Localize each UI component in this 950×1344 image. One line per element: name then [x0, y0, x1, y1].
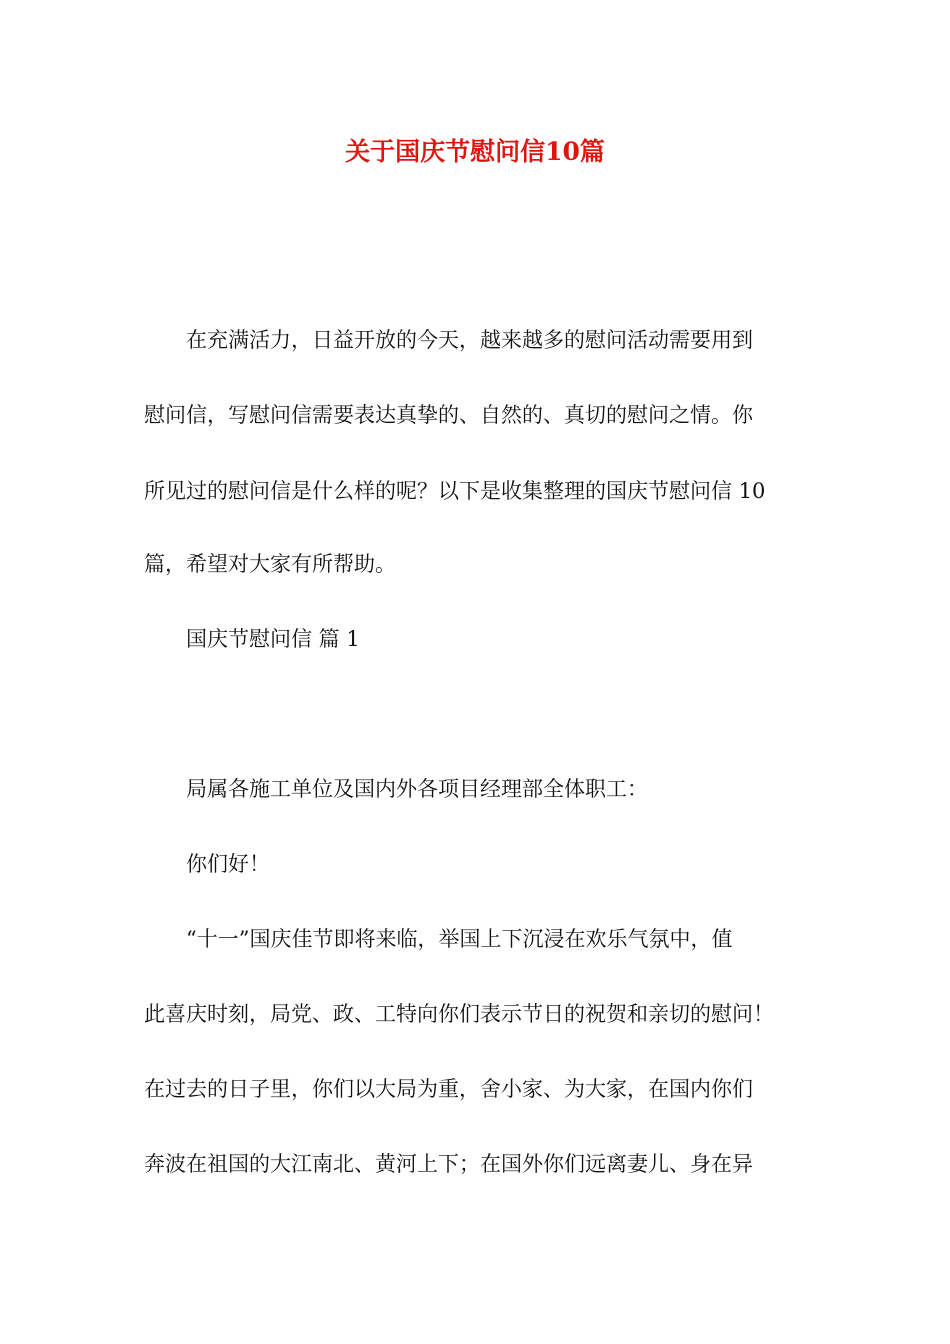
paragraph-line: “十一”国庆佳节即将来临，举国上下沉浸在欢乐气氛中，值: [144, 927, 733, 951]
paragraph-line: 奔波在祖国的大江南北、黄河上下；在国外你们远离妻儿、身在异: [144, 1152, 753, 1176]
paragraph-line: 所见过的慰问信是什么样的呢？以下是收集整理的国庆节慰问信 10: [144, 479, 766, 503]
document-title: 关于国庆节慰问信10篇: [345, 137, 605, 166]
paragraph-line: 在过去的日子里，你们以大局为重，舍小家、为大家，在国内你们: [144, 1077, 753, 1101]
paragraph-line: 此喜庆时刻，局党、政、工特向你们表示节日的祝贺和亲切的慰问！: [144, 1002, 774, 1026]
greeting-line: 你们好！: [144, 852, 270, 876]
paragraph-line: 慰问信，写慰问信需要表达真挚的、自然的、真切的慰问之情。你: [144, 403, 753, 427]
paragraph-line: 篇，希望对大家有所帮助。: [144, 552, 396, 576]
salutation-line: 局属各施工单位及国内外各项目经理部全体职工：: [144, 777, 648, 801]
section-heading: 国庆节慰问信 篇 1: [144, 627, 360, 651]
paragraph-line: 在充满活力，日益开放的今天，越来越多的慰问活动需要用到: [144, 328, 753, 352]
